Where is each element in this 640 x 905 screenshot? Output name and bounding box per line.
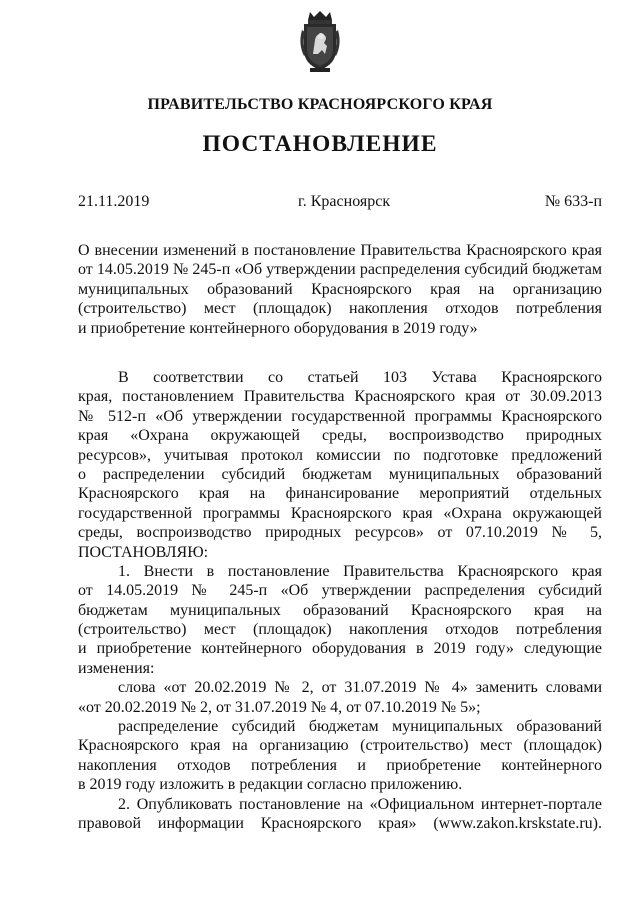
body-line: в 2019 году изложить в редакции согласно приложению. bbox=[78, 776, 463, 794]
document-city: г. Красноярск bbox=[298, 193, 391, 210]
subject-line: от 14.05.2019 № 245-п «Об утверждении распределения субсидий бюджетам bbox=[78, 261, 602, 279]
body-line: (строительство) мест (площадок) накопления отходов потребления bbox=[78, 621, 602, 639]
subject-line: О внесении изменений в постановление Правительства Красноярского края bbox=[78, 242, 602, 259]
document-body bbox=[78, 368, 602, 833]
body-line: ресурсов», учитывая протокол комиссии по подготовке предложений bbox=[78, 446, 602, 464]
body-line: распределение субсидий бюджетам муниципальных образований bbox=[118, 718, 602, 736]
subject-line: муниципальных образований Красноярского края на организацию bbox=[78, 280, 602, 298]
body-line: слова «от 20.02.2019 № 2, от 31.07.2019 № 4» заменить словами bbox=[118, 679, 602, 697]
body-line: о распределении субсидий бюджетам муниципальных образований bbox=[78, 465, 602, 483]
coat-of-arms-icon bbox=[296, 10, 344, 74]
decree-word: ПОСТАНОВЛЯЮ: bbox=[78, 543, 209, 561]
body-line: Красноярского края на организацию (строительство) мест (площадок) bbox=[78, 737, 602, 755]
body-line: бюджетам муниципальных образований Красноярского края на bbox=[78, 601, 602, 619]
subject-line: (строительство) мест (площадок) накопления отходов потребления bbox=[78, 300, 602, 318]
document-date: 21.11.2019 bbox=[78, 193, 150, 210]
document-type-title: ПОСТАНОВЛЕНИЕ bbox=[202, 131, 438, 157]
body-line: среды, воспроизводство природных ресурсов» от 07.10.2019 № 5, bbox=[78, 524, 602, 542]
body-line: государственной программы Красноярского края «Охрана окружающей bbox=[78, 504, 602, 522]
government-title: ПРАВИТЕЛЬСТВО КРАСНОЯРСКОГО КРАЯ bbox=[147, 96, 493, 113]
body-line: и приобретение контейнерного оборудования в 2019 году» следующие bbox=[78, 640, 602, 658]
body-line: № 512-п «Об утверждении государственной программы Красноярского bbox=[78, 407, 602, 425]
document-number: № 633-п bbox=[544, 193, 602, 210]
document-subject bbox=[78, 241, 602, 338]
body-line: правовой информации Красноярского края» (www.zakon.krskstate.ru). bbox=[78, 814, 602, 832]
body-line: «от 20.02.2019 № 2, от 31.07.2019 № 4, от 07.10.2019 № 5»; bbox=[78, 698, 481, 716]
body-line: изменения: bbox=[78, 659, 155, 677]
subject-line: и приобретение контейнерного оборудования в 2019 году» bbox=[78, 319, 478, 337]
body-line: 1. Внести в постановление Правительства Красноярского края bbox=[118, 562, 602, 580]
body-line: В соответствии со статьей 103 Устава Красноярского bbox=[118, 369, 602, 386]
body-line: края «Охрана окружающей среды, воспроизводство природных bbox=[78, 427, 602, 445]
body-line: Красноярского края на финансирование мероприятий отдельных bbox=[78, 485, 602, 503]
body-line: накопления отходов потребления и приобретение контейнерного bbox=[78, 756, 602, 774]
body-line: края, постановлением Правительства Красноярского края от 30.09.2013 bbox=[78, 388, 602, 406]
body-line: 2. Опубликовать постановление на «Официальном интернет-портале bbox=[118, 795, 602, 813]
body-line: от 14.05.2019 № 245-п «Об утверждении распределения субсидий bbox=[78, 582, 602, 600]
